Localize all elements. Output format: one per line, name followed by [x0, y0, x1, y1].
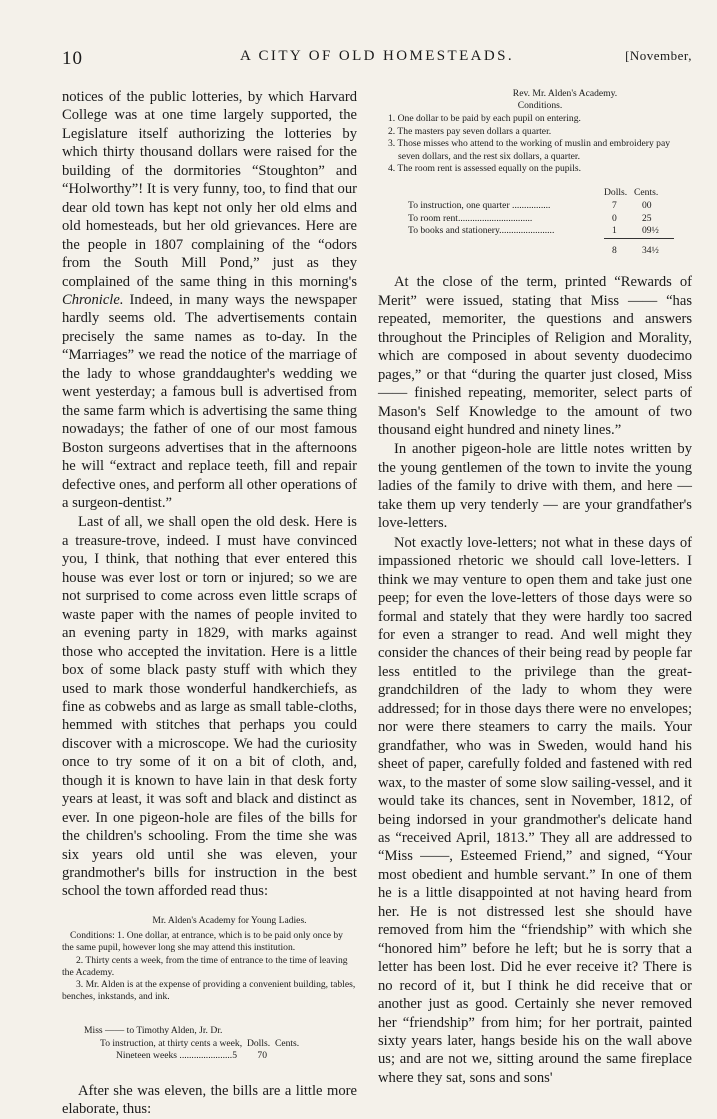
bill-total-cents: 34½: [634, 238, 674, 257]
bill-label: To instruction, at thirty cents a week,: [100, 1037, 243, 1049]
bill-dolls: 0: [612, 212, 617, 224]
notice-condition: 2. Thirty cents a week, from the time of entrance to the time of leaving the Academy.: [62, 954, 348, 978]
header-month: [November,: [625, 48, 692, 63]
paragraph: After she was eleven, the bills are a little more elaborate, thus:: [62, 1082, 357, 1118]
italic-title: Chronicle.: [62, 291, 124, 308]
paragraph: Not exactly love-letters; not what in these days of impassioned rhetoric we should call love-letters. I think we may venture to open them and take just one peep; for even the love-letters of those days were so formal and stately that they were hardly too sacred for even a stranger to read. And well might they consider the chances of their being read by people far less entitled to the privilege than the great-grandchildren of the lady to whom they were addressed; for in those days there were no envelopes; nor were there steamers to carry the mails. Your grandfather, who was in Sweden, would hand his sheet of paper, carefully folded and fastened with red wax, to the master of some slow sailing-vessel, and it would take its chances, sent in November, 1812, of being indorsed in your grandmother's delicate hand as “received April, 1813.” They all are addressed to “Miss ——, Esteemed Friend,” and signed, “Your most obedient and humble servant.” In one of them he is a little disappointed at not having heard from her. He is not distressed lest she should have removed from him the “friendship” with which she “honored him” before he left; but he is sorry that a letter has been lost. Did he ever receive it? There is no record of it, but I think he did receive that or another just as good. Certainly she never removed her “friendship” from him; for her portrait, painted sixty years later, hangs beside his on the wall above us; and are not we, sitting around the same fireplace where they sat, sons and sons': [378, 534, 692, 1086]
list-item: 4. The room rent is assessed equally on the pupils.: [388, 163, 581, 175]
page-header: [62, 40, 692, 70]
table-header: [408, 187, 674, 200]
bill-label: To books and stationery: [408, 225, 500, 237]
academy-title: Rev. Mr. Alden's Academy.: [512, 88, 618, 99]
bill-cents: 25: [642, 212, 652, 224]
conditions-title: Conditions.: [517, 100, 563, 112]
page-number: 10: [62, 48, 83, 69]
tuition-bill: [62, 1025, 357, 1062]
bill-heading: Miss —— to Timothy Alden, Jr. Dr.: [84, 1025, 223, 1037]
table-row: [408, 200, 674, 213]
notice-title: Mr. Alden's Academy for Young Ladies.: [152, 914, 307, 926]
notice-condition: Conditions: 1. One dollar, at entrance, which is to be paid only once by the same pupil, however long she may attend this institution.: [62, 930, 343, 954]
quarter-bill: [408, 187, 674, 257]
bill-label: Nineteen weeks: [116, 1049, 178, 1061]
text-run: notices of the public lotteries, by which Harvard College was at one time largely supported, the Legislature itself authorizing the lotteries by which thirty thousand dollars were raised for the building of the dormitories “Stoughton” and “Holworthy”! It is very funny, too, to find that our dear old town has kept not only her old elms and old homesteads, but her old grievances. Here are the people in 1807 complaining of the “odors from the South Mill Pond,” just as they complained of the same thing in this morning's: [62, 89, 357, 290]
bill-dolls: 7: [612, 200, 617, 212]
bill-line: [62, 1050, 357, 1062]
right-column: [378, 88, 692, 1087]
bill-cents: 09½: [642, 225, 659, 237]
bill-total-dolls: 8: [604, 238, 634, 257]
paragraph: Last of all, we shall open the old desk. Here is a treasure-trove, indeed. I must have convinced you, I think, that nothing that ever entered this house was ever lost or torn or injured; so we are not surprised to come across even little scraps of waste paper with the names of people invited to an evening party in 1829, with marks against those who accepted the invitation. Here is a little box of some black pasty stuff with which they used to mark those wonderful handkerchiefs, as fine as cobwebs and as large as small table-cloths, hemmed with stitches that perhaps you could discover with a microscope. We had the curiosity once to try some of it on a bit of cloth, and, though it is known to have lain in that desk forty years at least, it was soft and black and distinct as ever. In one pigeon-hole are files of the bills for the children's schooling. From the time she was six years old until she was eleven, your grandmother's bills for instruction in the best school the town afforded read thus:: [62, 514, 357, 900]
cents-header: Cents.: [274, 1037, 300, 1049]
conditions-list: [378, 113, 692, 175]
dolls-header: Dolls.: [246, 1037, 271, 1049]
bill-line: [62, 1038, 357, 1050]
list-item: 2. The masters pay seven dollars a quarter.: [388, 125, 552, 137]
bill-cents: 70: [257, 1049, 267, 1061]
paragraph: [62, 88, 357, 512]
running-title: A CITY OF OLD HOMESTEADS.: [239, 48, 515, 64]
dolls-header: Dolls.: [604, 187, 628, 199]
left-column: [62, 88, 357, 1119]
text-run: Indeed, in many ways the newspaper hardly seems old. The advertisements contain precisely the same names as to-day. In the “Marriages” we read the notice of the marriage of the lady to whose granddaughter's wedding we went yesterday; a famous bull is advertised from the same farm which is advertising the same thing nowadays; the father of one of our most famous Boston surgeons advertises that in the afternoons he will “extract and replace teeth, fill and repair defective ones, and perform all other operations of a surgeon-dentist.”: [62, 291, 358, 511]
leader-dots: ................: [512, 200, 551, 212]
leader-dots: .......................: [499, 225, 555, 237]
cents-header: Cents.: [634, 187, 659, 199]
bill-dolls: 1: [612, 225, 617, 237]
table-row: [408, 225, 674, 238]
table-row: [408, 213, 674, 226]
bill-dolls: 5: [232, 1049, 237, 1061]
notice-condition: 3. Mr. Alden is at the expense of providing a convenient building, tables, benches, inkstands, and ink.: [62, 978, 356, 1003]
list-item: 3. Those misses who attend to the working of muslin and embroidery pay seven dollars, and the rest six dollars, a quarter.: [388, 138, 670, 162]
academy-notice: [62, 915, 357, 1003]
paragraph: At the close of the term, printed “Rewards of Merit” were issued, stating that Miss —— “has repeated, memoriter, the questions and answers throughout the Principles of Religion and Morality, which are composed in about seventy duodecimo pages,” or that “during the quarter just closed, Miss —— finished repeating, memoriter, select parts of Mason's Self Knowledge to the amount of two thousand eight hundred and ninety lines.”: [378, 274, 692, 439]
bill-label: To instruction, one quarter: [408, 200, 510, 212]
bill-cents: 00: [642, 200, 652, 212]
bill-label: To room rent: [408, 212, 458, 224]
total-row: [408, 238, 674, 257]
leader-dots: ...............................: [457, 212, 533, 224]
paragraph: In another pigeon-hole are little notes written by the young gentlemen of the town to invite the young ladies of the family to drive with them, and here — take them up very tenderly — are your grandfather's love-letters.: [378, 441, 692, 532]
leader-dots: ......................: [179, 1049, 233, 1061]
list-item: 1. One dollar to be paid by each pupil on entering.: [388, 113, 581, 125]
